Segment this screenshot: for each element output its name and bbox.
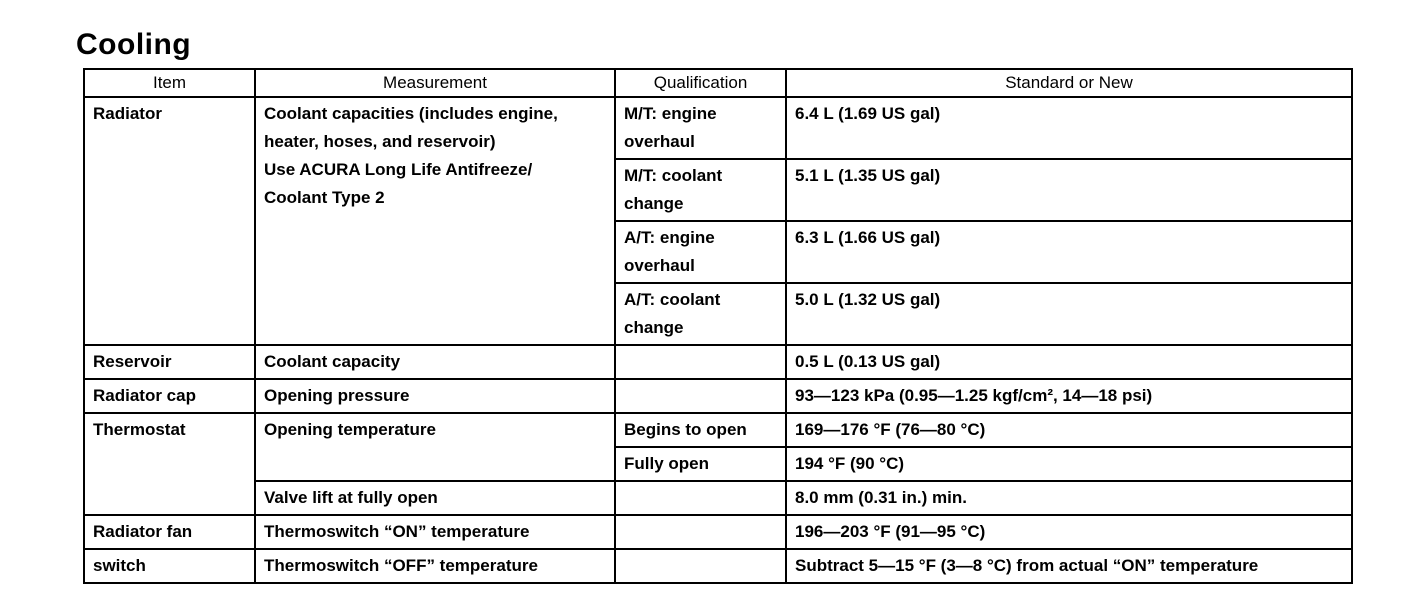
- reservoir-measurement: Coolant capacity: [255, 345, 615, 379]
- thermostat-item: Thermostat: [84, 413, 255, 515]
- reservoir-item: Reservoir: [84, 345, 255, 379]
- thermostat-qual-lift: [615, 481, 786, 515]
- fan-switch-item-line2: switch: [84, 549, 255, 583]
- fan-switch-measurement-off: Thermoswitch “OFF” temperature: [255, 549, 615, 583]
- table-row: [84, 97, 1352, 159]
- thermostat-value-begins: 169—176 °F (76—80 °C): [786, 413, 1352, 447]
- radiator-qual-at-overhaul: [615, 221, 786, 283]
- header-item: Item: [84, 69, 255, 97]
- thermostat-qual-fully: Fully open: [615, 447, 786, 481]
- radiator-value-at-overhaul: 6.3 L (1.66 US gal): [786, 221, 1352, 283]
- fan-switch-item-line1: Radiator fan: [84, 515, 255, 549]
- radiator-measurement-line: Coolant Type 2: [264, 188, 385, 207]
- page-title: Cooling: [76, 28, 192, 61]
- qual-line: change: [624, 318, 684, 337]
- radiator-measurement-line: Use ACURA Long Life Antifreeze/: [264, 160, 533, 179]
- thermostat-value-lift: 8.0 mm (0.31 in.) min.: [786, 481, 1352, 515]
- qual-line: M/T: engine: [624, 104, 717, 123]
- radiator-cap-measurement: Opening pressure: [255, 379, 615, 413]
- qual-line: overhaul: [624, 256, 695, 275]
- fan-switch-qual-on: [615, 515, 786, 549]
- thermostat-value-fully: 194 °F (90 °C): [786, 447, 1352, 481]
- table-row: [84, 345, 1352, 379]
- fan-switch-value-off: Subtract 5—15 °F (3—8 °C) from actual “ON” temperature: [786, 549, 1352, 583]
- qual-line: overhaul: [624, 132, 695, 151]
- fan-switch-value-on: 196—203 °F (91—95 °C): [786, 515, 1352, 549]
- radiator-cap-value: 93—123 kPa (0.95—1.25 kgf/cm², 14—18 psi): [786, 379, 1352, 413]
- thermostat-qual-begins: Begins to open: [615, 413, 786, 447]
- header-row: [84, 69, 1352, 97]
- header-measurement: Measurement: [255, 69, 615, 97]
- radiator-value-mt-overhaul: 6.4 L (1.69 US gal): [786, 97, 1352, 159]
- table-row: [84, 515, 1352, 549]
- table-row: [84, 413, 1352, 447]
- radiator-measurement: [255, 97, 615, 345]
- qual-line: change: [624, 194, 684, 213]
- fan-switch-measurement-on: Thermoswitch “ON” temperature: [255, 515, 615, 549]
- qual-line: A/T: coolant: [624, 290, 721, 309]
- radiator-qual-mt-change: [615, 159, 786, 221]
- qual-line: A/T: engine: [624, 228, 715, 247]
- table-row: [84, 549, 1352, 583]
- thermostat-measurement-lift: Valve lift at fully open: [255, 481, 615, 515]
- reservoir-value: 0.5 L (0.13 US gal): [786, 345, 1352, 379]
- radiator-measurement-line: heater, hoses, and reservoir): [264, 132, 496, 151]
- radiator-qual-at-change: [615, 283, 786, 345]
- radiator-qual-mt-overhaul: [615, 97, 786, 159]
- radiator-cap-item: Radiator cap: [84, 379, 255, 413]
- thermostat-measurement-open: Opening temperature: [255, 413, 615, 481]
- reservoir-qualification: [615, 345, 786, 379]
- table-row: [84, 379, 1352, 413]
- qual-line: M/T: coolant: [624, 166, 723, 185]
- radiator-item: Radiator: [84, 97, 255, 345]
- radiator-cap-qualification: [615, 379, 786, 413]
- radiator-measurement-line: Coolant capacities (includes engine,: [264, 104, 558, 123]
- header-standard: Standard or New: [786, 69, 1352, 97]
- radiator-value-mt-change: 5.1 L (1.35 US gal): [786, 159, 1352, 221]
- radiator-value-at-change: 5.0 L (1.32 US gal): [786, 283, 1352, 345]
- table-row: [84, 481, 1352, 515]
- cooling-spec-table: [83, 68, 1353, 584]
- header-qualification: Qualification: [615, 69, 786, 97]
- fan-switch-qual-off: [615, 549, 786, 583]
